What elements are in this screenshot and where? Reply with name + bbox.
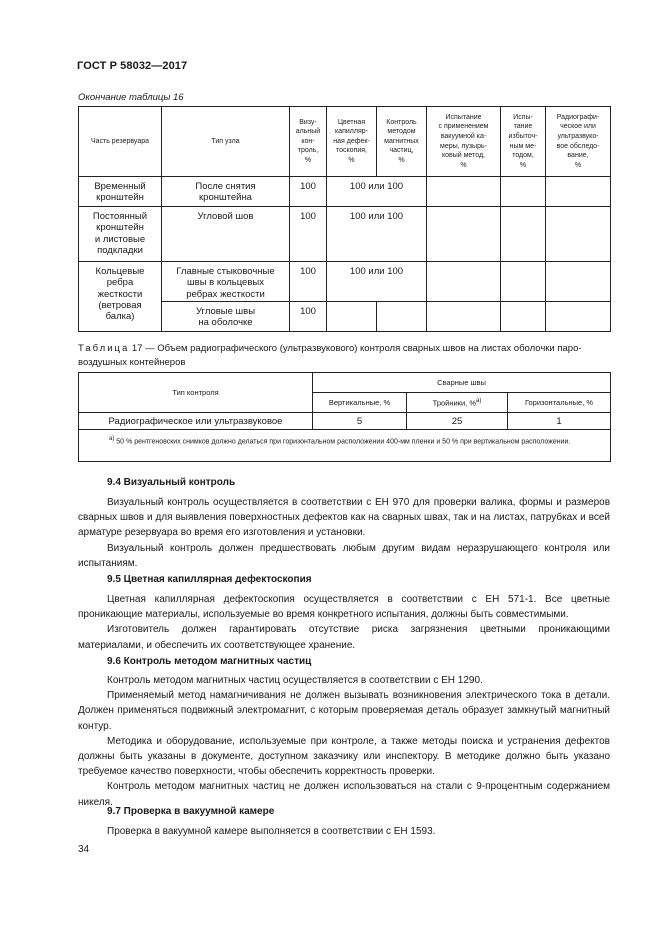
cell-line: ребра	[106, 277, 134, 289]
section-body	[78, 673, 610, 810]
table16-capmag-cell: 100 или 100	[327, 262, 427, 302]
cell-line: подкладки	[97, 244, 143, 256]
table-row	[79, 413, 611, 430]
empty-cell	[546, 262, 611, 302]
empty-cell	[501, 207, 546, 262]
cell-line: После снятия	[195, 181, 256, 192]
table16-node-cell	[162, 207, 290, 262]
table17-value: 1	[508, 413, 611, 430]
section-body	[78, 824, 610, 839]
table17-subheader: Вертикальные, %	[313, 393, 407, 413]
table17-caption	[78, 342, 610, 369]
table16-capmag-cell: 100 или 100	[327, 177, 427, 207]
cell-line: Кольцевые	[95, 266, 145, 277]
cell-line: Постоянный	[92, 211, 148, 222]
table16-part-cell	[79, 177, 162, 207]
table17-type-header: Тип контроля	[79, 373, 313, 413]
header-line: %	[398, 156, 405, 164]
table16-column-header	[377, 107, 427, 177]
header-line: %	[348, 156, 355, 164]
table17-caption-label: Таблица	[78, 343, 130, 354]
table16-column-header	[290, 107, 327, 177]
paragraph: Визуальный контроль осуществляется в соответствии с ЕН 970 для проверки валика, формы и размеров сварных швов и для выявления поверхностных дефектов как на сварных швах, так и на листах, патрубках и всей арматуре резервуара во время его изготовления и установки.	[78, 497, 610, 539]
cell-line: Угловой шов	[197, 211, 254, 222]
cell-line: Главные стыковочные	[176, 266, 275, 277]
table17-welds-header: Сварные швы	[313, 373, 611, 393]
table17-subheader: Горизонтальные, %	[508, 393, 611, 413]
header-line: Визу-	[299, 118, 317, 126]
table16-visual-cell: 100	[290, 207, 327, 262]
header-line: кон-	[301, 137, 315, 145]
header-line: ным ме-	[509, 142, 537, 150]
page-number: 34	[78, 844, 90, 855]
header-line: тоскопия,	[336, 147, 367, 155]
paragraph: Визуальный контроль должен предшествовать любым другим видам неразрушающего контроля или испытаниям.	[78, 542, 610, 569]
header-line: Радиографи-	[556, 113, 600, 121]
empty-cell	[501, 302, 546, 332]
empty-cell	[546, 302, 611, 332]
empty-cell	[377, 302, 427, 332]
document-header: ГОСТ Р 58032—2017	[77, 60, 188, 72]
header-line: магнитных	[384, 137, 419, 145]
table16-part-cell	[79, 207, 162, 262]
table16-caption: Окончание таблицы 16	[78, 92, 184, 103]
header-line: капилляр-	[335, 128, 368, 136]
empty-cell	[501, 262, 546, 302]
header-line: ческое или	[560, 123, 596, 131]
cell-line: кронштейн	[96, 192, 144, 204]
section-body	[78, 495, 610, 571]
header-line: с применением	[438, 123, 489, 131]
empty-cell	[427, 177, 501, 207]
table-16	[78, 106, 611, 332]
table17-row-label: Радиографическое или ультразвуковое	[79, 413, 313, 430]
header-line: ковый метод,	[441, 152, 485, 160]
cell-line: балка)	[105, 311, 135, 323]
section-body	[78, 592, 610, 653]
table16-visual-cell: 100	[290, 177, 327, 207]
table16-column-header	[327, 107, 377, 177]
empty-cell	[546, 177, 611, 207]
paragraph: Контроль методом магнитных частиц не должен использоваться на стали с 9-процентным содержанием никеля.	[78, 781, 610, 808]
cell-line: швы в кольцевых	[187, 277, 264, 289]
cell-line: Угловые швы	[195, 306, 256, 317]
header-line: %	[574, 161, 582, 169]
table17-subheader-text: Тройники, %	[432, 398, 476, 408]
header-line: Контроль	[386, 118, 417, 126]
footnote-marker: а)	[476, 397, 482, 404]
table16-capmag-cell: 100 или 100	[327, 207, 427, 262]
header-line: Тип узла	[211, 137, 240, 145]
section-heading: 9.6 Контроль методом магнитных частиц	[107, 656, 312, 667]
empty-cell	[546, 207, 611, 262]
footnote-marker: а)	[109, 436, 115, 442]
table-row	[79, 207, 611, 262]
header-line: %	[519, 161, 527, 169]
footnote-text: 50 % рентгеновских снимков должно делаться при горизонтальном расположении 400-мм пленки и 50 % при вертикальном расположении.	[114, 438, 571, 446]
header-line: тание	[513, 123, 533, 131]
table16-visual-cell: 100	[290, 262, 327, 302]
section-heading: 9.4 Визуальный контроль	[107, 477, 236, 488]
cell-line: (ветровая	[98, 299, 142, 311]
header-line: троль,	[297, 147, 319, 155]
cell-line: жесткости	[97, 288, 143, 300]
header-line: вакуумной ка-	[440, 132, 487, 140]
table17-footnote	[79, 430, 611, 462]
table16-node-cell	[162, 177, 290, 207]
cell-line: ребрах жесткости	[186, 288, 265, 300]
table16-column-header	[501, 107, 546, 177]
table17-subheader	[407, 393, 508, 413]
section-heading: 9.7 Проверка в вакуумной камере	[107, 806, 275, 817]
cell-line: кронштейна	[199, 192, 252, 204]
empty-cell	[327, 302, 377, 332]
paragraph: Проверка в вакуумной камере выполняется в соответствии с ЕН 1593.	[107, 826, 436, 837]
header-line: ультразвуко-	[557, 132, 599, 140]
empty-cell	[501, 177, 546, 207]
header-line: альный	[295, 128, 321, 136]
cell-line: на оболочке	[198, 317, 253, 329]
header-line: ная дефек-	[333, 137, 370, 145]
header-line: %	[460, 161, 467, 169]
table16-visual-cell: 100	[290, 302, 327, 332]
header-line: Испытание	[445, 113, 482, 121]
table-row	[79, 177, 611, 207]
paragraph: Изготовитель должен гарантировать отсутствие риска загрязнения цветными проникающими материалами, и обеспечить их соответствующее хранение.	[78, 624, 610, 651]
header-line: избыточ-	[508, 132, 538, 140]
table16-part-cell	[79, 262, 162, 332]
table16-node-cell	[162, 262, 290, 302]
section-heading: 9.5 Цветная капиллярная дефектоскопия	[107, 574, 312, 585]
table17-caption-text: 17 — Объем радиографического (ультразвукового) контроля сварных швов на листах оболочки паро-воздушных контейнеров	[78, 343, 582, 368]
paragraph: Цветная капиллярная дефектоскопия осуществляется в соответствии с ЕН 571-1. Все цветные проникающие материалы, используемые во время конкретного испытания, должны быть совместимыми.	[78, 594, 610, 621]
header-line: Цветная	[337, 118, 366, 126]
table17-value: 25	[407, 413, 508, 430]
paragraph: Контроль методом магнитных частиц осуществляется в соответствии с ЕН 1290.	[107, 675, 483, 686]
table16-header-row	[79, 107, 611, 177]
table16-column-header	[546, 107, 611, 177]
table16-column-header	[162, 107, 290, 177]
header-line: меры, пузырь-	[440, 142, 487, 150]
table16-column-header	[79, 107, 162, 177]
table-row	[79, 262, 611, 302]
table17-value: 5	[313, 413, 407, 430]
paragraph: Применяемый метод намагничивания не должен вызывать возникновения электрического тока в детали. Должен применяться подвижный электромагнит, с которым проверяемая деталь образует замкнутый магнитный контур.	[78, 690, 610, 732]
cell-line: кронштейн	[96, 222, 144, 234]
header-line: методом	[387, 128, 416, 136]
table16-node-cell	[162, 302, 290, 332]
header-line: вое обследо-	[556, 142, 600, 150]
header-line: тодом,	[512, 152, 534, 160]
header-line: Испы-	[513, 113, 533, 121]
header-line: вание,	[567, 152, 589, 160]
header-line: %	[304, 156, 312, 164]
empty-cell	[427, 207, 501, 262]
header-line: частиц,	[389, 147, 414, 155]
empty-cell	[427, 302, 501, 332]
empty-cell	[427, 262, 501, 302]
table-17	[78, 372, 611, 462]
table16-column-header	[427, 107, 501, 177]
cell-line: и листовые	[94, 233, 146, 245]
cell-line: Временный	[94, 181, 146, 192]
paragraph: Методика и оборудование, используемые при контроле, а также методы поиска и устранения дефектов должны быть указаны в документе, доступном заказчику или инспектору. В методике должно быть указано требуемое качество поверхности, чтобы обеспечить корректность проверки.	[78, 735, 610, 778]
header-line: Часть резервуара	[90, 137, 150, 145]
